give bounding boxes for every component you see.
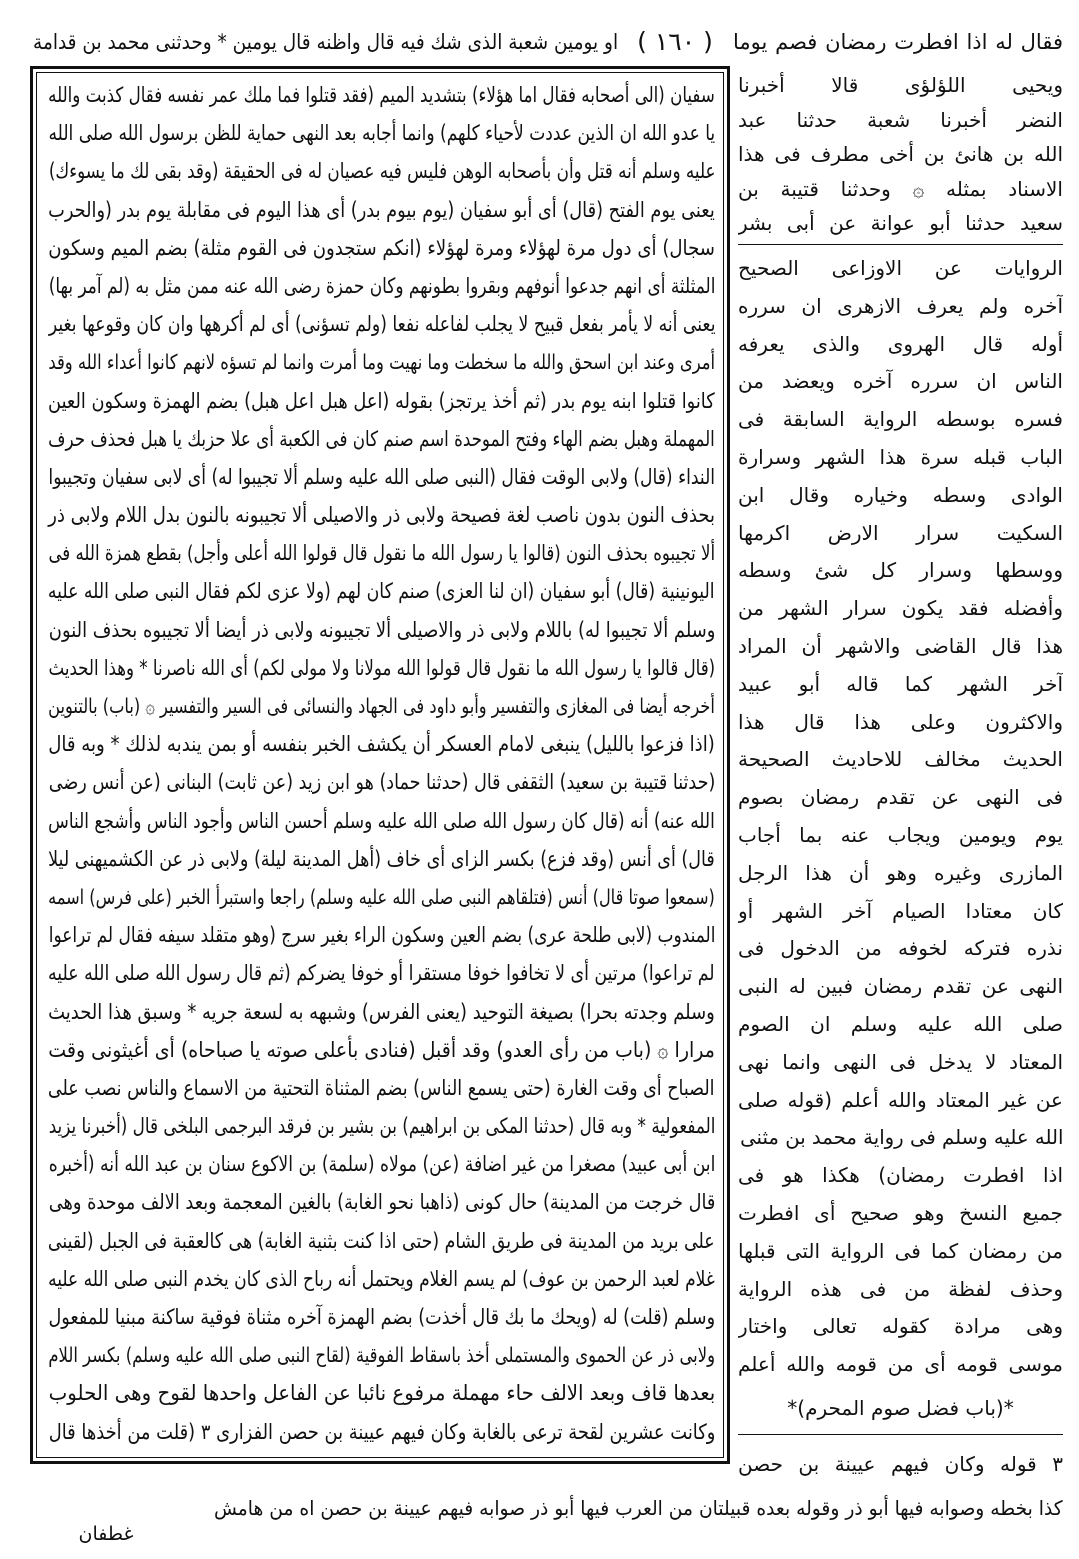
margin-commentary-line-text: أوله قال الهروى والذى يعرفه [738, 331, 1063, 356]
main-text-line-text: (سمعوا صوتا قال) أنس (فتلقاهم النبى صلى الله عليه وسلم) راجعا واستبرأ الخبر (على فرس) اسمه [48, 884, 715, 909]
margin-commentary-line [738, 590, 1063, 628]
main-text-line [45, 1107, 715, 1145]
margin-footnote [738, 1446, 1063, 1482]
main-text-line-text: المهملة وهبل بضم الهاء وفتح الموحدة اسم صنم كان فى الكعبة أى علا حزبك يا هبل فحذف حرف [48, 426, 715, 451]
margin-commentary-line-text: الحديث مخالف للاحاديث الصحيحة [738, 747, 1063, 772]
margin-hadith-line [738, 172, 1063, 207]
margin-commentary-line-text: الباب قبله سرة هذا الشهر وسرارة [738, 444, 1063, 469]
margin-commentary-line [738, 855, 1063, 893]
margin-commentary-line-text: فسره بوسطه الرواية السابقة فى [738, 407, 1063, 432]
main-text-line-text: غلام لعبد الرحمن بن عوف) لم يسم الغلام ويحتمل أنه رباح الذى كان يخدم النبى صلى الله عليه [48, 1266, 715, 1291]
margin-commentary-line [738, 401, 1063, 439]
margin-commentary-line [738, 893, 1063, 931]
margin-commentary-line [738, 1006, 1063, 1044]
main-text-line [45, 229, 715, 267]
main-text-line [45, 76, 715, 114]
margin-commentary-line [738, 552, 1063, 590]
main-text-line [45, 420, 715, 458]
margin-commentary-line [738, 1157, 1063, 1195]
margin-commentary-line [738, 1233, 1063, 1271]
main-text-line-text: أخرجه أيضا فى المغازى والتفسير وأبو داود فى الجهاد والنسائى فى السير والتفسير ۞ (باب) بالتنوين [48, 694, 715, 718]
main-text-line-text: (قال قالوا يا رسول الله ما نقول قال قولوا الله مولانا ولا مولى لكم) أى الله ناصرنا * وهذا الحديث [48, 655, 715, 680]
main-text-line-text: بعدها قاف وبعد الالف حاء مهملة مرفوع نائبا عن الفاعل واحدها لقوح وهى الحلوب [48, 1381, 715, 1406]
margin-commentary-line [738, 779, 1063, 817]
margin-commentary-line [738, 250, 1063, 288]
margin-commentary-line-text: صلى الله عليه وسلم ان الصوم [738, 1011, 1063, 1036]
margin-commentary-line [738, 1119, 1063, 1157]
header-text-left [30, 22, 618, 62]
margin-commentary-line [738, 1195, 1063, 1233]
main-text-line-text: قال) أى أنس (وقد فزع) بكسر الزاى أى خاف (أهل المدينة ليلة) ولابى ذر عن الكشميهنى ليلا [48, 846, 715, 871]
header-text-right-content: فقال له اذا افطرت رمضان فصم يوما [733, 30, 1063, 54]
margin-commentary-line-text: عن غير المعتاد والله أعلم (قوله صلى [738, 1087, 1063, 1112]
margin-commentary-line-text: جميع النسخ وهو صحيح أى افطرت [738, 1200, 1063, 1225]
main-text-line-text: سجال) أى دول مرة لهؤلاء ومرة لهؤلاء (انكم ستجدون فى القوم مثلة) بضم الميم وسكون [48, 235, 715, 260]
main-text-line-text: النداء (قال) ولابى الوقت فقال (النبى صلى الله عليه وسلم ألا تجيبوا له) أى لابى سفيان وتجيبوا [48, 464, 715, 489]
main-text-line-text: يا عدو الله ان الذين عددت لأحياء كلهم) وانما أجابه بعد النهى حماية للظن برسول الله صلى الله [48, 121, 715, 146]
main-text-frame [30, 66, 730, 1464]
main-text-line [45, 267, 715, 305]
margin-commentary-line-text: هذا قال القاضى والاشهر أن المراد [738, 633, 1063, 658]
main-text-line-text: المفعولية * وبه قال (حدثنا المكى بن ابراهيم) بن بشير بن فرقد البرجمى البلخى قال (أخبرنا يزيد [48, 1114, 715, 1139]
main-text-line-text: ولابى ذر عن الحموى والمستملى أخذ باسقاط الفوقية (لقاح النبى صلى الله عليه وسلم) بكسر اللام [48, 1343, 715, 1368]
margin-commentary-line [738, 363, 1063, 401]
margin-commentary-line-text: الوادى وسطه وخياره وقال ابن [738, 482, 1063, 507]
main-text-line-text: وسلم ألا تجيبوا له) باللام ولابى ذر والاصيلى ألا تجيبونه ولابى ذر أيضا ألا تجيبوه بحذف النون [48, 617, 715, 642]
main-text-line-text: كانوا قتلوا ابنه يوم بدر (ثم أخذ يرتجز) بقوله (اعل هبل اعل هبل) بضم الهمزة وسكون العين [48, 388, 715, 413]
margin-hadith-line [738, 68, 1063, 103]
margin-commentary-line [738, 704, 1063, 742]
margin-hadith-line [738, 206, 1063, 241]
margin-commentary-line [738, 515, 1063, 553]
margin-commentary-line-text: وهى مرادة كقوله تعالى واختار [738, 1314, 1063, 1339]
main-text-line-text: يعنى أنه لا يأمر بفعل قبيح لا يجلب لفاعله نفعا (ولم تسؤنى) أى لم أكرهها وان كان وقوعها بغير [48, 312, 715, 337]
margin-commentary [738, 250, 1063, 1384]
header-text-left-content: او يومين شعبة الذى شك فيه قال واظنه قال يومين * وحدثنى محمد بن قدامة [32, 30, 618, 54]
main-text-line [45, 1298, 715, 1336]
main-text-line-text: ألا تجيبوه بحذف النون (قالوا يا رسول الله ما نقول قال قولوا الله أعلى وأجل) بقطع همزة الله فى [48, 541, 715, 566]
main-text-line [45, 802, 715, 840]
main-text-line [45, 993, 715, 1031]
page-footnote-text: كذا بخطه وصوابه فيها أبو ذر وقوله بعده قبيلتان من العرب فيها أبو ذر صوابه فيهم عيينة بن حصن اه من هامش [214, 1496, 1063, 1520]
main-text-body [45, 76, 715, 1451]
main-text-line-text: يعنى يوم الفتح (قال) أى أبو سفيان (يوم بيوم بدر) أى هذا اليوم فى مقابلة يوم بدر (والحرب [48, 197, 715, 222]
main-text-line [45, 916, 715, 954]
main-text-line [45, 649, 715, 687]
main-text-line [45, 1183, 715, 1221]
main-text-line-text: (حدثنا قتيبة بن سعيد) الثقفى قال (حدثنا حماد) هو ابن زيد (عن ثابت) البنانى (عن أنس رضى [48, 770, 715, 795]
main-text-line-text: وسلم (قلت) له (ويحك ما بك قال أخذت) بضم الهمزة آخره مثناة فوقية ساكنة مبنيا للمفعول [48, 1305, 715, 1329]
main-text-line-text: (اذا فزعوا بالليل) ينبغى لامام العسكر أن يكشف الخبر بنفسه أو بمن يندبه لذلك * وبه قال [48, 732, 715, 757]
main-text-line [45, 534, 715, 572]
main-text-line [45, 1413, 715, 1451]
margin-hadith-line [738, 103, 1063, 138]
main-text-line-text: عليه وسلم أنه قتل وأن بأصحابه الوهن فليس فيه عصيان له فى الحقيقة (وقد بقى لك ما يسوءك) [48, 159, 715, 184]
margin-hadith-line-text: الله بن هانئ بن أخى مطرف فى هذا [738, 142, 1063, 166]
margin-commentary-line [738, 1271, 1063, 1309]
margin-commentary-line-text: المعتاد لا يدخل فى النهى وانما نهى [738, 1049, 1063, 1074]
margin-hadith-line-text: النضر أخبرنا شعبة حدثنا عبد [738, 107, 1063, 132]
main-text-line [45, 954, 715, 992]
main-text-line [45, 763, 715, 801]
margin-divider [738, 244, 1063, 245]
main-text-line [45, 305, 715, 343]
margin-commentary-line-text: وأفضله فقد يكون سرار الشهر من [738, 596, 1063, 621]
margin-hadith-line [738, 137, 1063, 172]
margin-commentary-line-text: اذا افطرت رمضان) هكذا هو فى [738, 1163, 1063, 1188]
main-text-line [45, 382, 715, 420]
main-text-line-text: وسلم وجدته بحرا) بصيغة التوحيد (يعنى الفرس) وشبهه به لسعة جريه * وسبق هذا الحديث [48, 999, 715, 1024]
main-text-line [45, 1336, 715, 1374]
margin-commentary-line-text: موسى قومه أى من قومه والله أعلم [738, 1352, 1063, 1377]
margin-commentary-line [738, 666, 1063, 704]
main-text-line-text: مرارا ۞ (باب من رأى العدو) وقد أقبل (فنادى بأعلى صوته يا صباحاه) أى أغيثونى وقت [48, 1037, 715, 1062]
margin-footnote-text: ٣ قوله وكان فيهم عيينة بن حصن [738, 1452, 1063, 1476]
margin-commentary-line [738, 1044, 1063, 1082]
margin-commentary-line-text: ووسطها وسرار كل شئ وسطه [738, 558, 1063, 583]
main-text-line-text: ابن أبى عبيد) مصغرا من غير اضافة (عن) مولاه (سلمة) بن الاكوع سنان بن عبد الله أنه (أخبره [48, 1152, 715, 1177]
main-text-line [45, 611, 715, 649]
main-text-line-text: أمرى وعند ابن اسحق والله ما سخطت وما نهيت وما أمرت وانما لم تسؤه لانهم كانوا أعداء الله وقد [48, 350, 715, 375]
margin-commentary-line-text: فى النهى عن تقدم رمضان بصوم [738, 785, 1063, 810]
margin-commentary-line-text: نذره فتركه لخوفه من الدخول فى [738, 936, 1063, 961]
margin-commentary-line-text: والاكثرون وعلى هذا قال هذا [738, 709, 1063, 734]
margin-commentary-line-text: يوم ويومين ويجاب عنه بما أجاب [738, 822, 1063, 847]
main-text-line [45, 191, 715, 229]
margin-hadith-line-text: ويحيى اللؤلؤى قالا أخبرنا [738, 73, 1063, 97]
main-text-line-text: بحذف النون بدون ناصب لغة فصيحة ولابى ذر والاصيلى ألا تجيبونه بالنون بدل اللام ولابى ذر [48, 503, 715, 528]
margin-commentary-line-text: النهى عن تقدم رمضان فبين له النبى [738, 974, 1063, 999]
main-text-line [45, 725, 715, 763]
main-text-line [45, 1260, 715, 1298]
margin-commentary-line [738, 439, 1063, 477]
margin-commentary-line-text: الله عليه وسلم فى رواية محمد بن مثنى [739, 1125, 1063, 1150]
margin-commentary-line-text: المازرى وغيره وهو أن هذا الرجل [738, 860, 1063, 885]
margin-commentary-line [738, 1082, 1063, 1120]
header-text-right [733, 22, 1063, 62]
main-text-line [45, 496, 715, 534]
page-number: ( ١٦٠ ) [637, 27, 713, 56]
margin-hadith-line-text: الاسناد بمثله ۞ وحدثنا قتيبة بن [738, 176, 1063, 201]
margin-commentary-line-text: الروايات عن الاوزاعى الصحيح [738, 256, 1063, 280]
main-text-line-text: سفيان (الى أصحابه فقال اما هؤلاء) بتشديد الميم (فقد قتلوا فما ملك عمر نفسه فقال كذبت والله [48, 83, 715, 107]
main-text-line [45, 1031, 715, 1069]
main-text-line [45, 343, 715, 381]
margin-hadith-line-text: سعيد حدثنا أبو عوانة عن أبى بشر [738, 211, 1063, 235]
margin-commentary-line [738, 628, 1063, 666]
running-header [30, 22, 1063, 62]
main-text-line [45, 840, 715, 878]
margin-commentary-line [738, 817, 1063, 855]
main-text-line-text: الله عنه) أنه (قال كان رسول الله صلى الله عليه وسلم أحسن الناس وأجود الناس وأشجع الناس [48, 808, 715, 833]
margin-commentary-line-text: آخره ولم يعرف الازهرى ان سرره [738, 293, 1063, 318]
margin-commentary-line-text: وحذف لفظة من فى هذه الرواية [738, 1276, 1063, 1301]
main-text-line [45, 152, 715, 190]
main-text-line [45, 878, 715, 916]
main-text-line-text: لم تراعوا) مرتين أى لا تخافوا خوفا مستقرا أو خوفا يضركم (ثم قال رسول الله صلى الله عليه [48, 961, 715, 986]
main-text-line [45, 1222, 715, 1260]
margin-hadith-text [738, 68, 1063, 241]
main-text-line [45, 687, 715, 725]
catchword: غطفان [78, 1523, 134, 1545]
margin-commentary-line [738, 288, 1063, 326]
main-text-line [45, 114, 715, 152]
margin-commentary-line [738, 477, 1063, 515]
main-text-line-text: قال خرجت من المدينة) حال كونى (ذاهبا نحو الغابة) بالغين المعجمة وبعد الالف موحدة وهى [48, 1190, 715, 1215]
main-text-line-text: وكانت عشرين لقحة ترعى بالغابة وكان فيهم عيينة بن حصن الفزارى ٣ (قلت من أخذها قال [48, 1419, 715, 1444]
main-text-inner-frame [36, 72, 724, 1458]
margin-divider-bottom [738, 1434, 1063, 1435]
main-text-line-text: على بريد من المدينة فى طريق الشام (حتى اذا كنت بثنية الغابة) هى كالعقبة فى الجبل (لقينى [48, 1228, 715, 1253]
main-text-line-text: المثلثة أى انهم جدعوا أنوفهم وبقروا بطونهم وكان حمزة رضى الله عنه ممن مثل به (لم آمر بها) [48, 273, 715, 298]
main-text-line [45, 572, 715, 610]
margin-commentary-line [738, 326, 1063, 364]
margin-commentary-line-text: آخر الشهر كما قاله أبو عبيد [738, 671, 1063, 696]
page-footnote [210, 1490, 1063, 1526]
main-text-line-text: الصباح أى وقت الغارة (حتى يسمع الناس) بضم المثناة التحتية من الاسماع والناس نصب على [48, 1075, 715, 1100]
main-text-line [45, 1069, 715, 1107]
margin-commentary-line [738, 930, 1063, 968]
margin-commentary-line-text: السكيت سرار الارض اكرمها [738, 520, 1063, 545]
margin-commentary-line-text: الناس ان سرره آخره ويعضد من [738, 369, 1063, 394]
chapter-heading: *(باب فضل صوم المحرم)* [787, 1396, 1014, 1420]
margin-commentary-line [738, 1308, 1063, 1346]
margin-commentary-line-text: كان معتادا الصيام آخر الشهر أو [738, 898, 1063, 923]
margin-commentary-line [738, 968, 1063, 1006]
main-text-line-text: المندوب (لابى طلحة عرى) بضم العين وسكون الراء بغير سرج (وهو متقلد سيفه فقال لم تراعوا [48, 923, 715, 948]
main-text-line [45, 1145, 715, 1183]
margin-commentary-line [738, 741, 1063, 779]
margin-commentary-line [738, 1346, 1063, 1384]
main-text-line-text: اليونينية (قال) أبو سفيان (ان لنا العزى) صنم كان لهم (ولا عزى لكم فقال النبى صلى الله عليه [48, 579, 715, 604]
main-text-line [45, 1374, 715, 1412]
margin-commentary-line-text: من رمضان كما فى الرواية التى قبلها [738, 1238, 1063, 1263]
main-text-line [45, 458, 715, 496]
